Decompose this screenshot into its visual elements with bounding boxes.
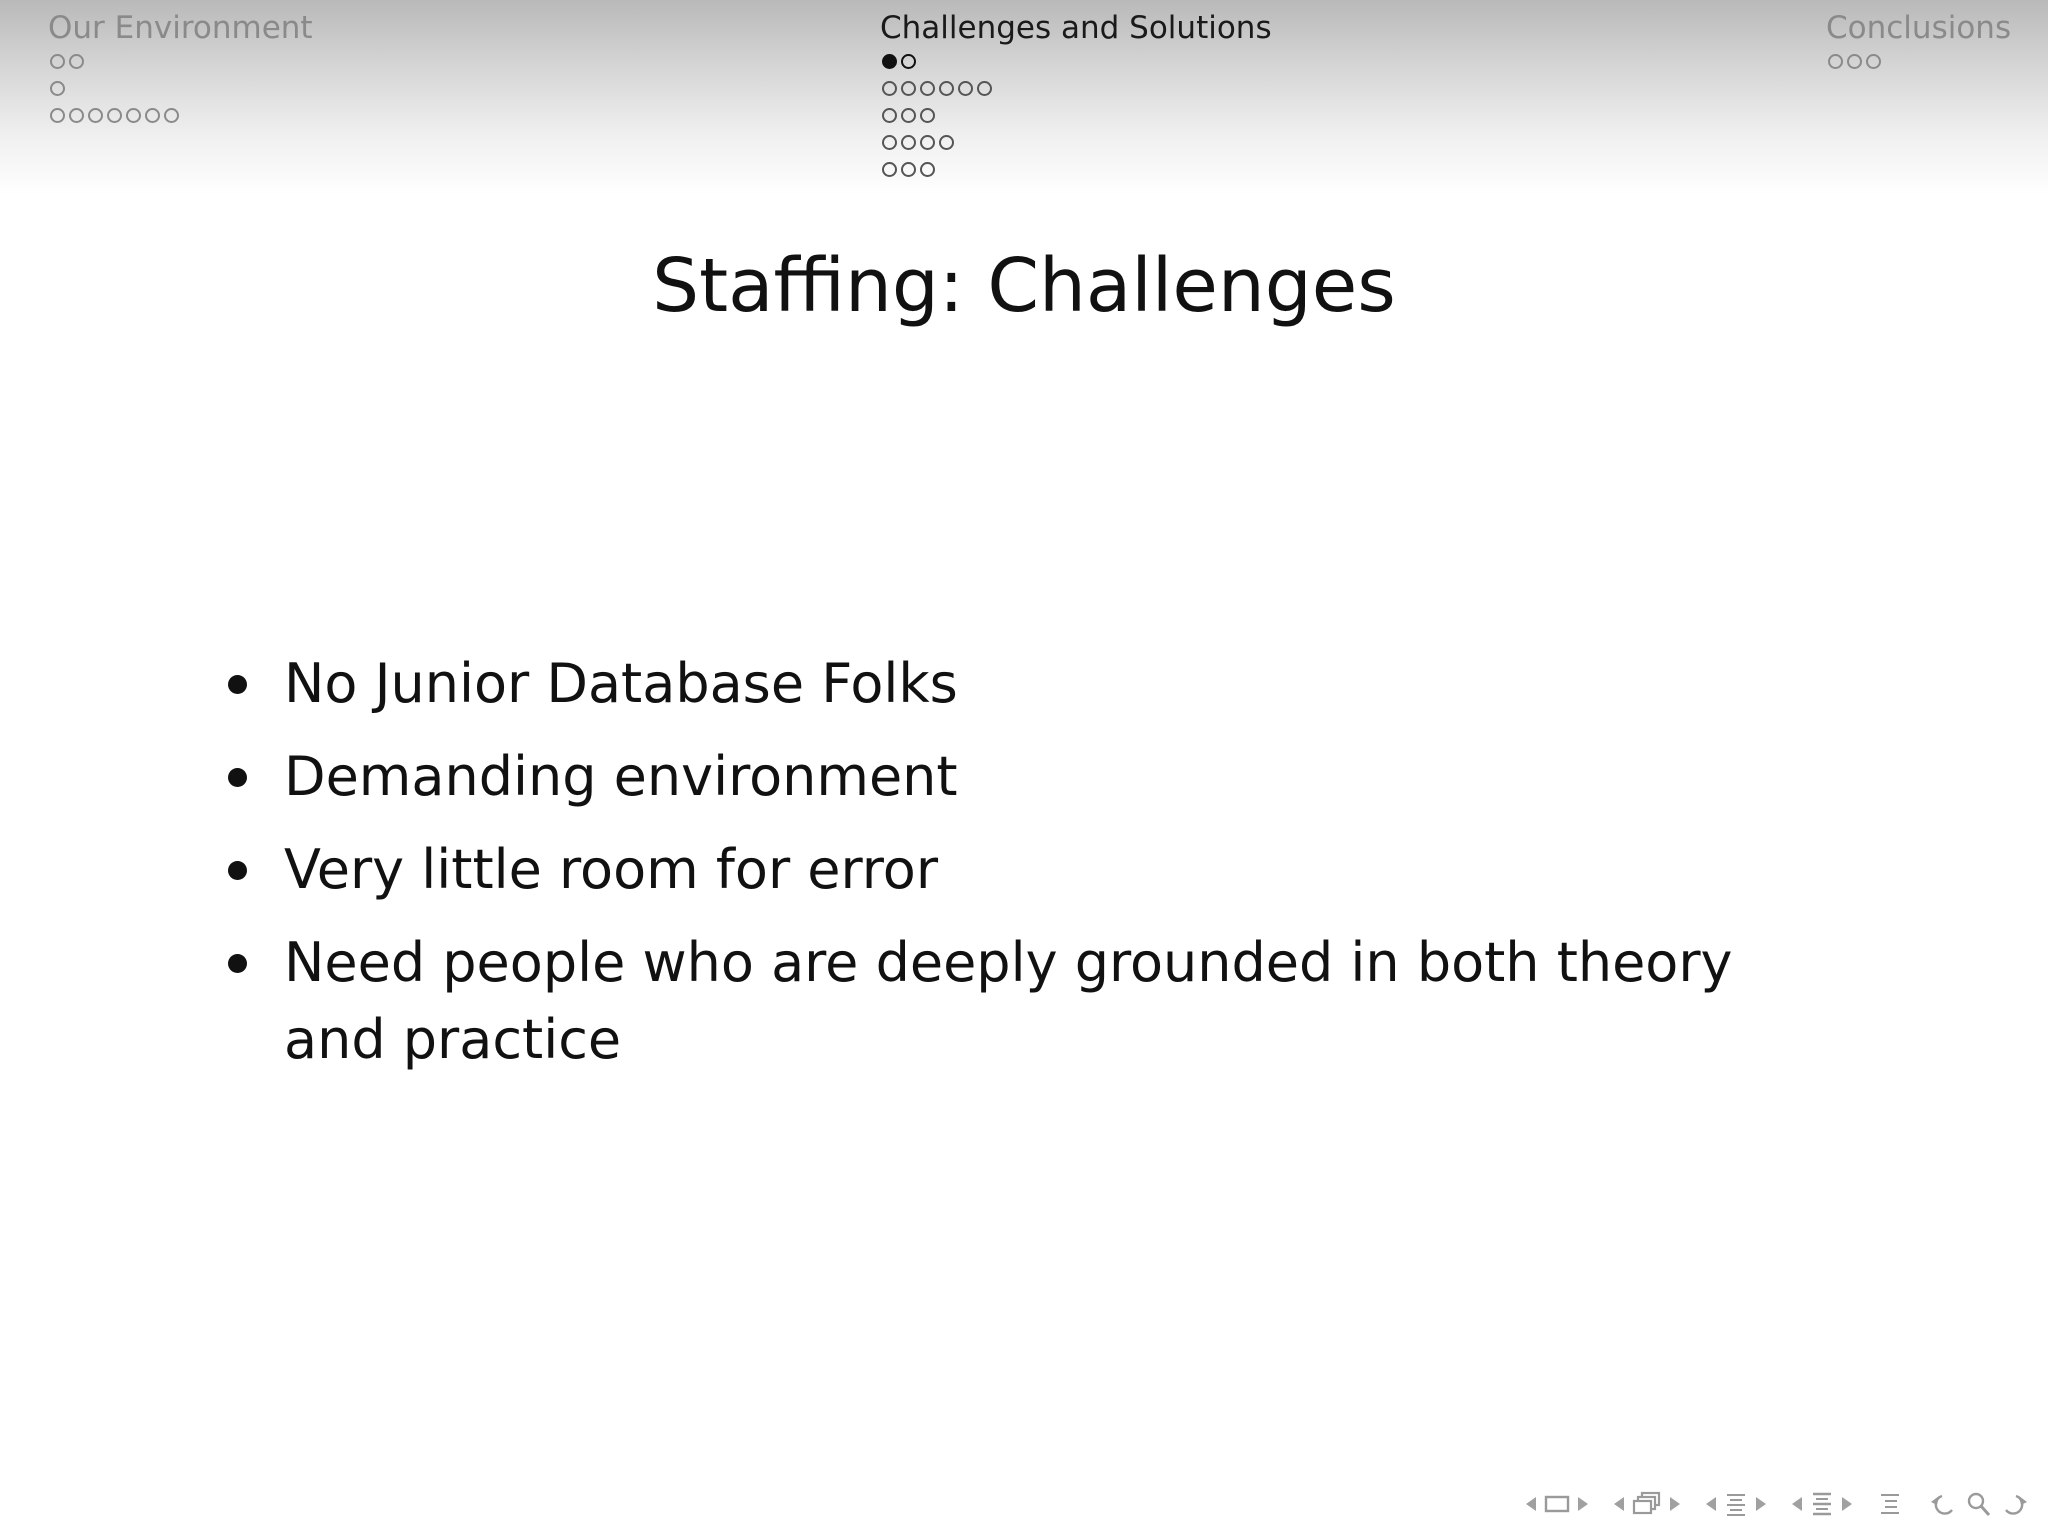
subsection-dot-row: [882, 102, 1272, 129]
slide-dot[interactable]: [939, 81, 954, 96]
section-title-our-environment[interactable]: Our Environment: [48, 10, 313, 46]
document-lines-icon: [1810, 1491, 1834, 1517]
slide-dot[interactable]: [901, 54, 916, 69]
bullet-text: Very little room for error: [284, 838, 939, 901]
slide-dot[interactable]: [882, 54, 897, 69]
slide-dot[interactable]: [920, 81, 935, 96]
section-next-arrow-icon[interactable]: [1756, 1495, 1766, 1513]
toc-nav: [1878, 1491, 1902, 1517]
section-prev-arrow-icon[interactable]: [1706, 1495, 1716, 1513]
document-nav: [1792, 1491, 1852, 1517]
section-nav: [1706, 1491, 1766, 1517]
section-conclusions: [1826, 8, 2011, 75]
frame-nav: [1526, 1494, 1588, 1514]
bullet-marker: [228, 954, 247, 973]
subsection-dot-row: [882, 75, 1272, 102]
slide-dot[interactable]: [145, 108, 160, 123]
bullet-marker: [228, 768, 247, 787]
frame-prev-arrow-icon[interactable]: [1526, 1495, 1536, 1513]
subsection-dots: [1826, 48, 2011, 75]
section-title-conclusions[interactable]: Conclusions: [1826, 10, 2012, 46]
navigation-header: [0, 0, 2048, 195]
slide-dot[interactable]: [1828, 54, 1843, 69]
bullet-text: No Junior Database Folks: [284, 652, 958, 715]
search-icon[interactable]: [1966, 1490, 1992, 1518]
toc-icon[interactable]: [1878, 1491, 1902, 1517]
frame-icon: [1544, 1494, 1570, 1514]
subsection-dots: [880, 48, 1272, 183]
bullet-marker: [228, 675, 247, 694]
bullet-list: [222, 645, 1782, 1094]
document-prev-arrow-icon[interactable]: [1792, 1495, 1802, 1513]
slide-dot[interactable]: [901, 108, 916, 123]
bullet-text: Need people who are deeply grounded in both theory and practice: [284, 931, 1733, 1071]
slide-dot[interactable]: [1866, 54, 1881, 69]
slide-dot[interactable]: [958, 81, 973, 96]
slide-dot[interactable]: [901, 162, 916, 177]
slide-dot[interactable]: [882, 108, 897, 123]
slide-dot[interactable]: [882, 162, 897, 177]
slide-dot[interactable]: [901, 81, 916, 96]
section-challenges-and-solutions: [880, 8, 1272, 183]
slide-dot[interactable]: [882, 81, 897, 96]
bullet-text: Demanding environment: [284, 745, 958, 808]
bullet-item: [222, 831, 1782, 908]
subsection-dot-row: [50, 75, 313, 102]
slide-dot[interactable]: [50, 81, 65, 96]
subsection-dot-row: [882, 48, 1272, 75]
slide-dot[interactable]: [50, 54, 65, 69]
slide-dot[interactable]: [126, 108, 141, 123]
slide-dot[interactable]: [88, 108, 103, 123]
slide-dot[interactable]: [939, 135, 954, 150]
document-next-arrow-icon[interactable]: [1842, 1495, 1852, 1513]
slide-dot[interactable]: [901, 135, 916, 150]
subsection-dot-row: [882, 156, 1272, 183]
slide-dot[interactable]: [69, 108, 84, 123]
section-our-environment: [48, 8, 313, 129]
subsection-dot-row: [50, 102, 313, 129]
subsection-prev-arrow-icon[interactable]: [1614, 1495, 1624, 1513]
subsection-nav: [1614, 1491, 1680, 1517]
subsection-dot-row: [1828, 48, 2011, 75]
slide-dot[interactable]: [107, 108, 122, 123]
subsection-dots: [48, 48, 313, 129]
back-icon[interactable]: [1928, 1490, 1958, 1518]
slide-dot[interactable]: [882, 135, 897, 150]
section-title-challenges-and-solutions[interactable]: Challenges and Solutions: [880, 10, 1272, 46]
subsection-next-arrow-icon[interactable]: [1670, 1495, 1680, 1513]
bullet-item: [222, 924, 1782, 1078]
slide-dot[interactable]: [920, 108, 935, 123]
slide-dot[interactable]: [50, 108, 65, 123]
slide-dot[interactable]: [977, 81, 992, 96]
beamer-navigation-symbols: [1510, 1486, 2030, 1522]
bullet-item: [222, 738, 1782, 815]
slide-title: Staffing: Challenges: [652, 243, 1396, 329]
section-lines-icon: [1724, 1491, 1748, 1517]
frame-next-arrow-icon[interactable]: [1578, 1495, 1588, 1513]
slide-dot[interactable]: [69, 54, 84, 69]
subsection-dot-row: [882, 129, 1272, 156]
history-search-nav: [1928, 1490, 2030, 1518]
subsection-dot-row: [50, 48, 313, 75]
bullet-item: [222, 645, 1782, 722]
subsection-stack-icon: [1632, 1491, 1662, 1517]
forward-icon[interactable]: [2000, 1490, 2030, 1518]
slide-dot[interactable]: [920, 135, 935, 150]
bullet-marker: [228, 861, 247, 880]
slide-dot[interactable]: [1847, 54, 1862, 69]
slide-dot[interactable]: [920, 162, 935, 177]
slide-dot[interactable]: [164, 108, 179, 123]
